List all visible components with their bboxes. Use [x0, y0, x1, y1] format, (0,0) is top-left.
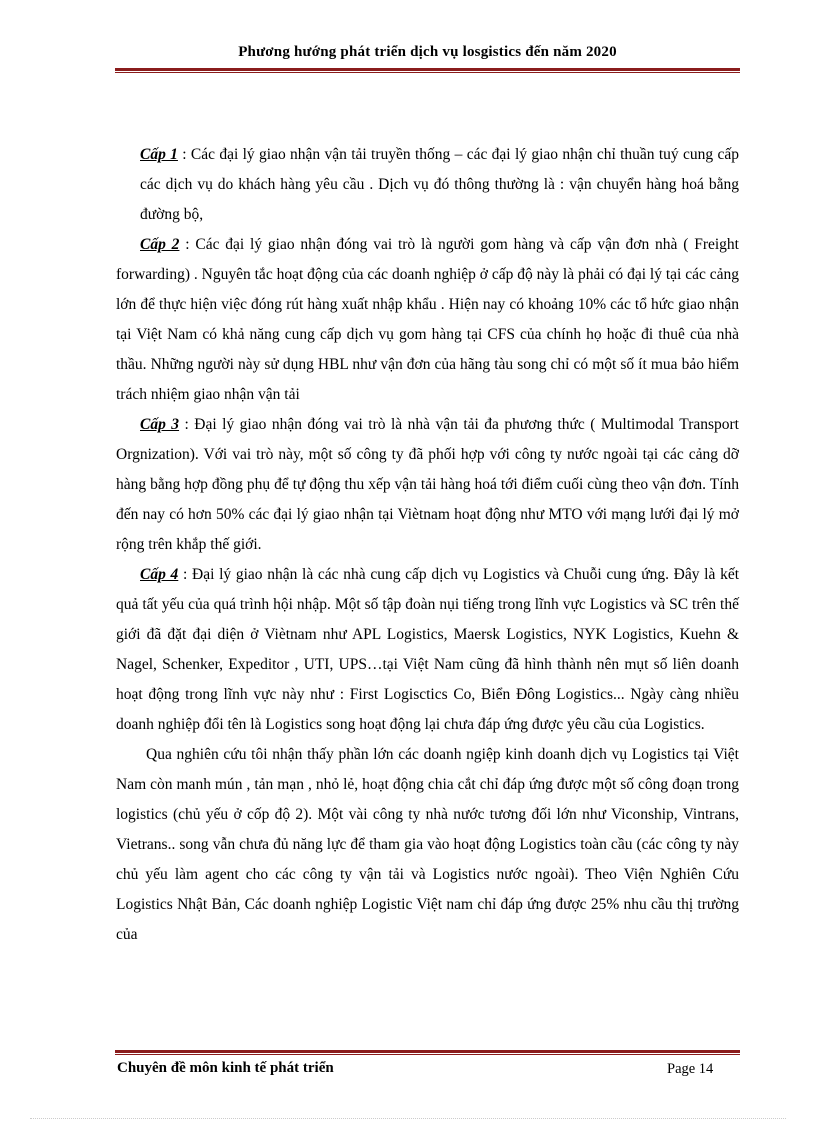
- header-rule-thick: [115, 68, 740, 71]
- closing-paragraph: Qua nghiên cứu tôi nhận thấy phần lớn các doanh ngiệp kinh doanh dịch vụ Logistics tại Việt Nam còn manh mún , tản mạn , nhỏ lẻ, hoạt động chia cắt chỉ đáp ứng được một số công đoạn trong logistics (chủ yếu ở cốp độ 2). Một vài công ty nhà nước tương đối lớn như Viconship, Vintrans, Vietrans.. song vẫn chưa đủ năng lực để tham gia vào hoạt động Logistics toàn cầu (các công ty này chủ yếu làm agent cho các công ty vận tải và Logistics nước ngoài). Theo Viện Nghiên Cứu Logistics Nhật Bản, Các doanh nghiệp Logistic Việt nam chỉ đáp ứng được 25% nhu cầu thị trường của: [116, 746, 739, 943]
- page-bottom-dotted-line: [30, 1118, 786, 1119]
- header-rule: [115, 68, 740, 73]
- level-4-text: : Đại lý giao nhận là các nhà cung cấp dịch vụ Logistics và Chuỗi cung ứng. Đây là kết quả tất yếu của quá trình hội nhập. Một số tập đoàn nụi tiếng trong lĩnh vực Logistics và SC trên thế giới đã đặt đại diện ở Viètnam như APL Logistics, Maersk Logistics, NYK Logistics, Kuehn & Nagel, Schenker, Expeditor , UTI, UPS…tại Việt Nam cũng đã hình thành nên mụt số liên doanh hoạt động trong lĩnh vực này như : First Logisctics Co, Biển Đông Logistics... Ngày càng nhiều doanh nghiệp đổi tên là Logistics song hoạt động lại chưa đáp ứng được yêu cầu của Logistics.: [116, 566, 740, 733]
- level-4-label: Cấp 4: [140, 566, 179, 583]
- level-1-text: : Các đại lý giao nhận vận tải truyền thống – các đại lý giao nhận chỉ thuần tuý cung cấp các dịch vụ do khách hàng yêu cầu . Dịch vụ đó thông thường là : vận chuyển hàng hoá bằng đường bộ,: [140, 146, 739, 223]
- footer-rule-thin: [115, 1054, 740, 1055]
- footer-rule: [115, 1050, 740, 1055]
- header-rule-thin: [115, 72, 740, 73]
- level-1-paragraph: [116, 140, 739, 230]
- level-2-text: : Các đại lý giao nhận đóng vai trò là người gom hàng và cấp vận đơn nhà ( Freight forwarding) . Nguyên tắc hoạt động của các doanh nghiệp ở cấp độ này là phải có đại lý tại các cảng lớn để thực hiện việc đóng rút hàng xuất nhập khẩu . Hiện nay có khoảng 10% các tổ hức giao nhận tại Việt Nam có khả năng cung cấp dịch vụ gom hàng tại CFS của chính họ hoặc đi thuê của nhà thầu. Những người này sử dụng HBL như vận đơn của hãng tàu song chỉ có một số ít mua bảo hiểm trách nhiệm giao nhận vận tải: [116, 236, 739, 403]
- level-3-text: : Đại lý giao nhận đóng vai trò là nhà vận tải đa phương thức ( Multimodal Transport Orgnization). Với vai trò này, một số công ty đã phối hợp với công ty nước ngoài tại các cảng dỡ hàng bằng hợp đồng phụ để tự động thu xếp vận tải hàng hoá tới điểm cuối cùng theo vận đơn. Tính đến nay có hơn 50% các đại lý giao nhận tại Viètnam hoạt động như MTO với mạng lưới đại lý mở rộng trên khắp thế giới.: [116, 416, 739, 553]
- footer-course-title: Chuyên đề môn kinh tế phát triển: [117, 1060, 334, 1076]
- level-2-label: Cấp 2: [140, 236, 180, 253]
- level-1-label: Cấp 1: [140, 146, 178, 163]
- footer-page-number: Page 14: [667, 1061, 714, 1077]
- footer-rule-thick: [115, 1050, 740, 1053]
- page-header-title: Phương hướng phát triển dịch vụ losgistics đến năm 2020: [238, 44, 617, 60]
- level-3-label: Cấp 3: [140, 416, 180, 433]
- page-body: [116, 140, 739, 950]
- level-4-paragraph: [116, 560, 739, 740]
- level-3-paragraph: [116, 410, 739, 560]
- level-2-paragraph: [116, 230, 739, 410]
